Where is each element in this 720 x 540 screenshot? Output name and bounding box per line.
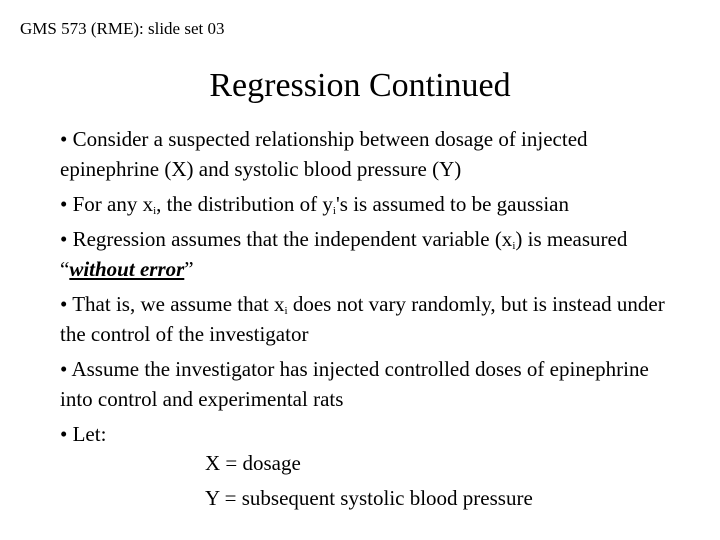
bullet-text: ” xyxy=(184,257,194,281)
bullet-text: • That is, we assume that x xyxy=(60,292,285,316)
bullet-distribution xyxy=(60,189,680,219)
bullet-text: does not vary randomly, but is instead under the control of the investigator xyxy=(60,292,665,346)
bullet-control xyxy=(60,289,680,349)
bullet-text: 's is assumed to be gaussian xyxy=(335,192,569,216)
bullet-text: ) is measured “ xyxy=(60,227,628,281)
subscript-i: i xyxy=(512,240,516,252)
bullet-without-error xyxy=(60,224,680,284)
slide-title: Regression Continued xyxy=(209,67,511,104)
bullet-text: • For any x xyxy=(60,192,154,216)
definition-y: Y = subsequent systolic blood pressure xyxy=(205,486,533,510)
subscript-i: i xyxy=(332,205,336,217)
bullet-text: , the distribution of y xyxy=(156,192,333,216)
bullet-injected: • Assume the investigator has injected controlled doses of epinephrine into control and experimental rats xyxy=(60,357,649,411)
bullet-consider: • Consider a suspected relationship between dosage of injected epinephrine (X) and systolic blood pressure (Y) xyxy=(60,127,588,181)
subscript-i: i xyxy=(284,305,288,317)
subscript-i: i xyxy=(153,205,157,217)
definition-x: X = dosage xyxy=(205,451,301,475)
slide-header: GMS 573 (RME): slide set 03 xyxy=(20,19,225,38)
bullet-text: • Regression assumes that the independent variable (x xyxy=(60,227,513,251)
emphasis-without-error: without error xyxy=(69,257,185,281)
bullet-let: • Let: xyxy=(60,422,107,446)
bullet-list xyxy=(60,124,680,454)
